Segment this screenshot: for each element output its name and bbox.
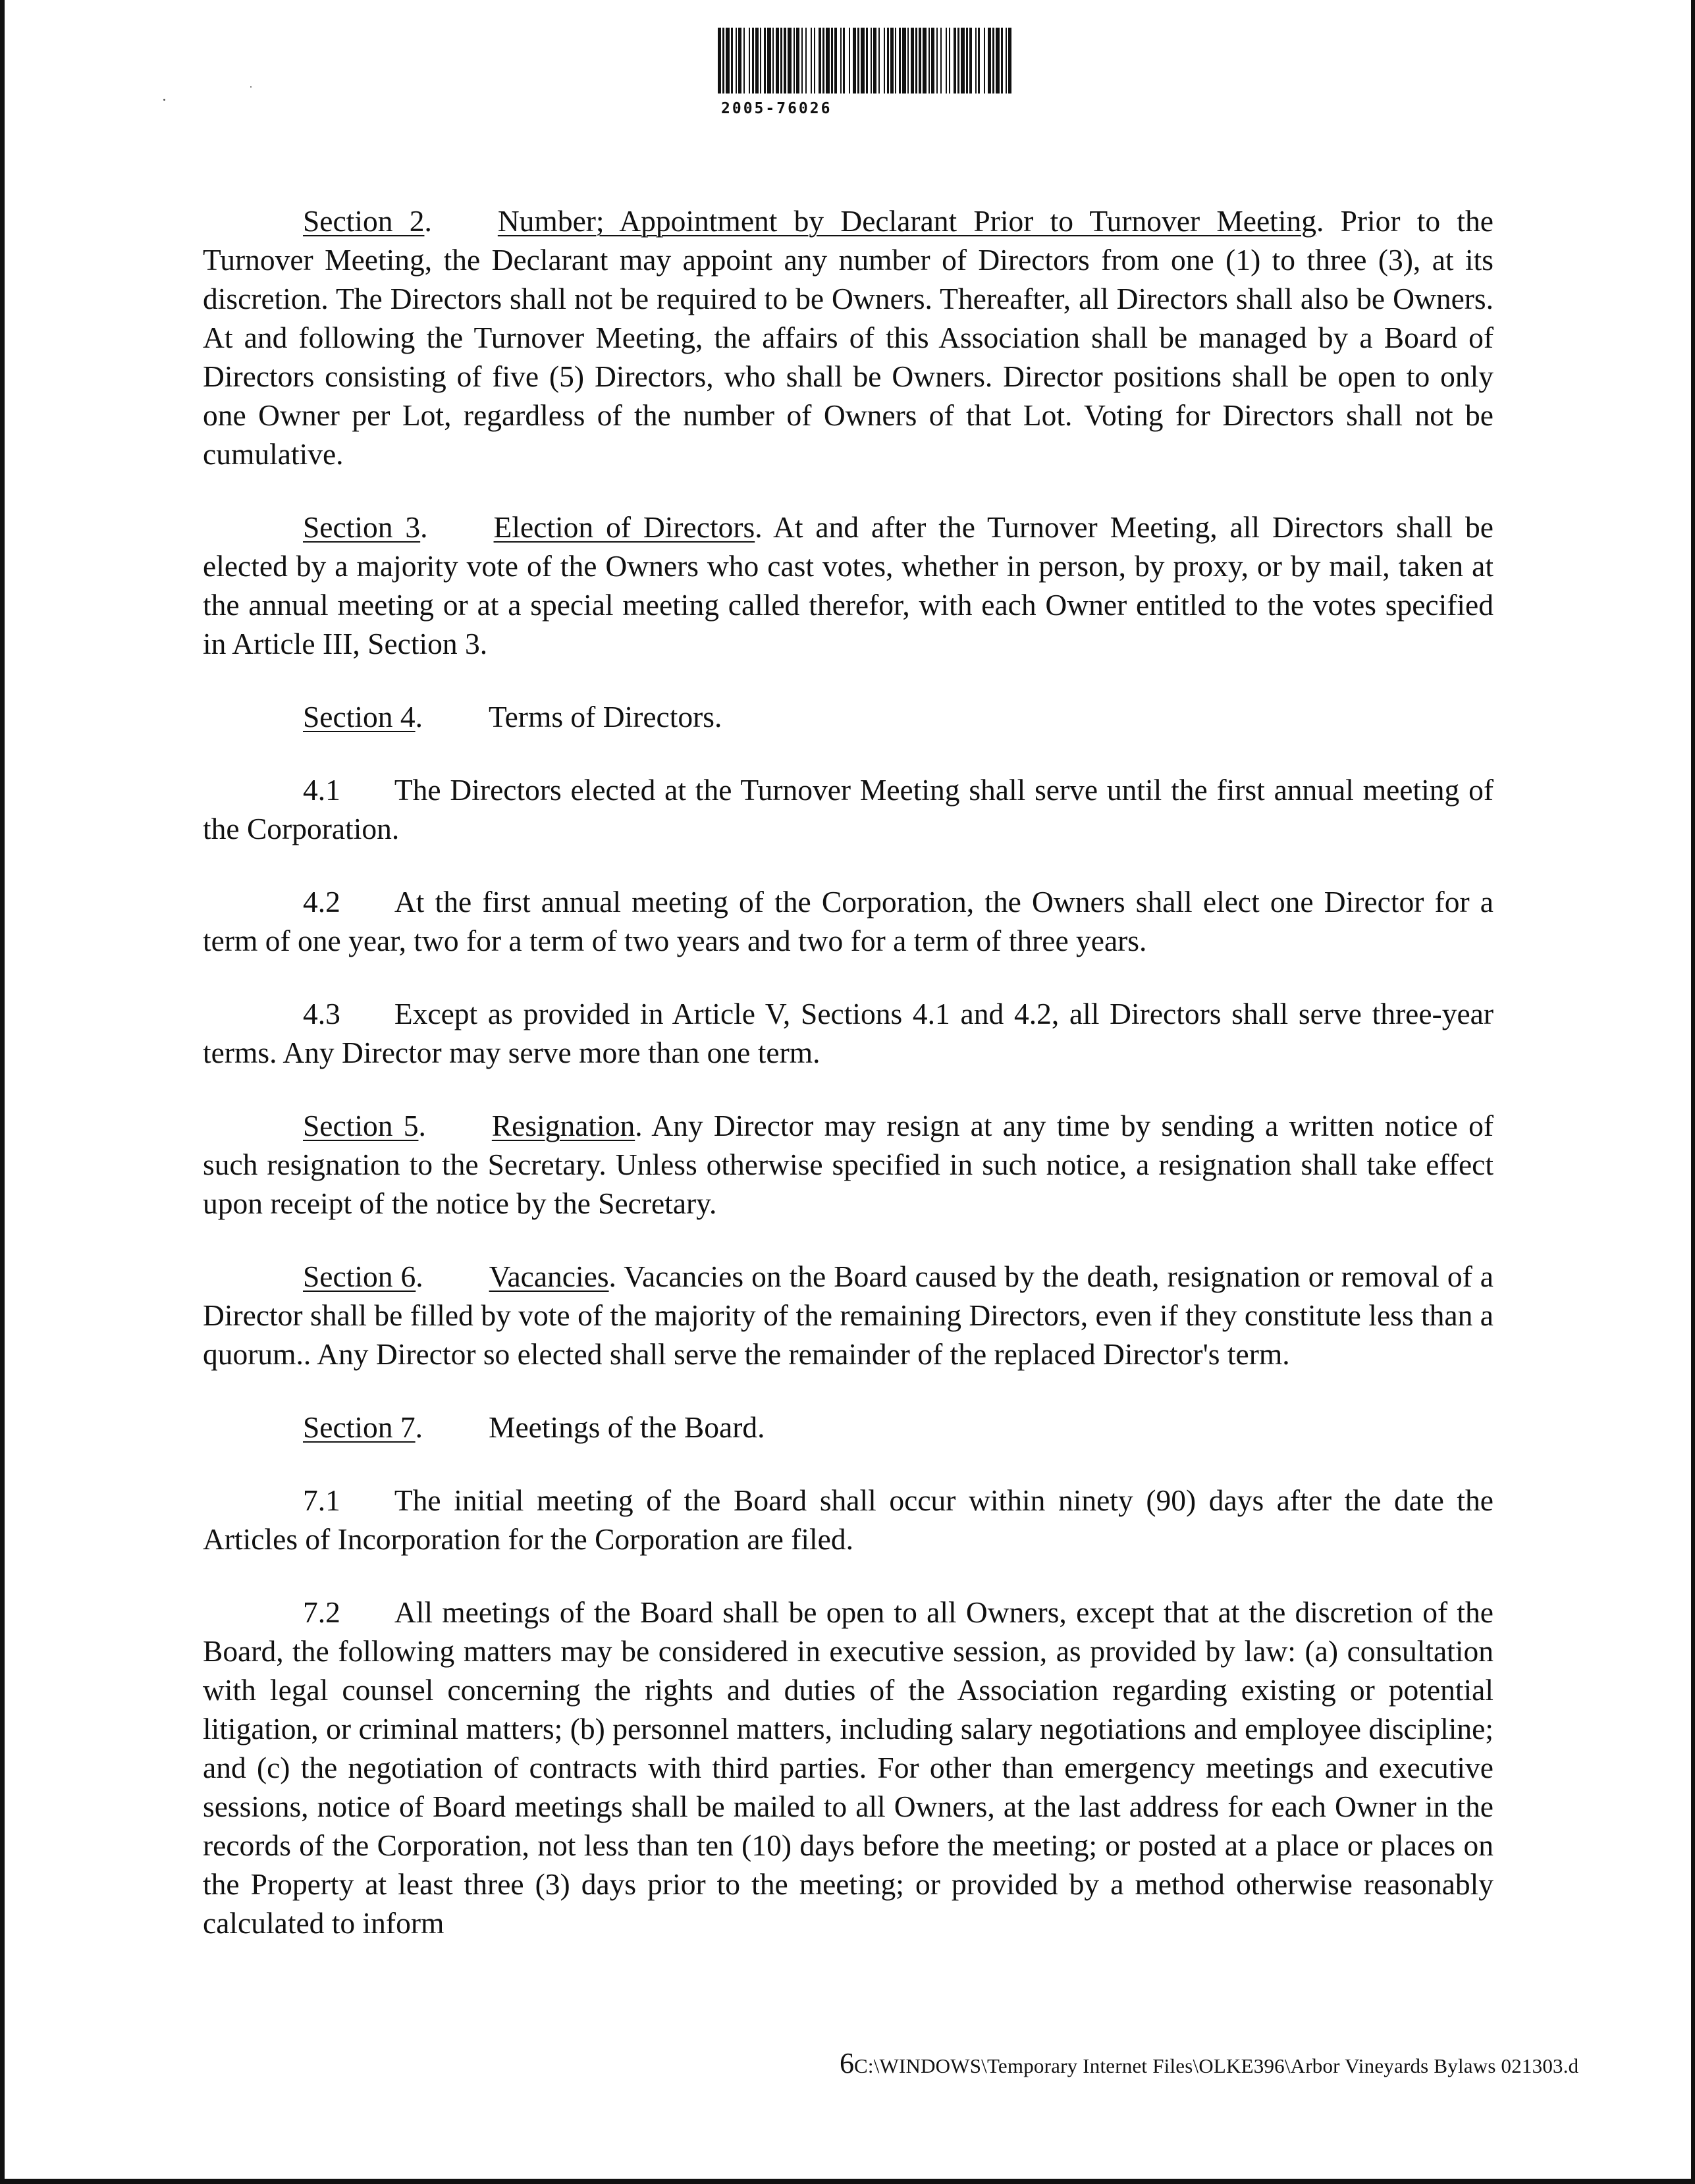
section-text: Any Director may resign at any time by sending a written notice of such resignation to the Secretary. Unless otherwise specified in such notice, a resignation shall take effect upon receipt of the notice by the Secretary. bbox=[203, 1109, 1493, 1220]
barcode-bar bbox=[726, 28, 730, 93]
subsection-4-1 bbox=[203, 770, 1493, 848]
section-7-heading: Section 7. Meetings of the Board. bbox=[303, 1410, 765, 1444]
barcode-bar bbox=[902, 28, 906, 93]
section-5-paragraph: Section 5. Resignation. Any Director may resign at any time by sending a written notice of such resignation to the Secretary. Unless otherwise specified in such notice, a resignation shall take effect upon receipt of the notice by the Secretary. bbox=[203, 1109, 1493, 1220]
section-heading: Meetings of the Board. bbox=[488, 1410, 765, 1444]
section-label: Section 7 bbox=[303, 1410, 416, 1444]
barcode-bar bbox=[890, 28, 894, 93]
barcode-bar bbox=[764, 28, 766, 93]
barcode-bar bbox=[949, 28, 950, 93]
barcode-bar bbox=[731, 28, 733, 93]
barcode-bar bbox=[895, 28, 896, 93]
barcode-bar bbox=[755, 28, 759, 93]
section-3-paragraph: Section 3. Election of Directors. At and after the Turnover Meeting, all Directors shall be elected by a majority vote of the Owners who cast votes, whether in person, by proxy, or by mail, taken at the annual meeting or at a special meeting called therefor, with each Owner entitled to the votes specified in Article III, Section 3. bbox=[203, 510, 1493, 660]
barcode-bar bbox=[776, 28, 779, 93]
barcode-bar bbox=[978, 28, 980, 93]
barcode-bar bbox=[772, 28, 774, 93]
barcode-bar bbox=[996, 28, 1000, 93]
barcode-bar bbox=[796, 28, 799, 93]
barcode-bar bbox=[760, 28, 761, 93]
barcode-bar bbox=[936, 28, 938, 93]
barcode-bar bbox=[940, 28, 942, 93]
section-label: Section 4 bbox=[303, 700, 416, 733]
file-path: C:\WINDOWS\Temporary Internet Files\OLKE396\Arbor Vineyards Bylaws 021303.d bbox=[854, 2054, 1579, 2077]
section-label: Section 6 bbox=[303, 1260, 416, 1293]
subsection-text: All meetings of the Board shall be open to all Owners, except that at the discretion of the Board, the following matters may be considered in executive session, as provided by law: (a) consultation with legal counsel concerning the rights and duties of the Association regarding existing or potential litigation, or criminal matters; (b) personnel matters, including salary negotiations and employee discipline; and (c) the negotiation of contracts with third parties. For other than emergency meetings and executive sessions, notice of Board meetings shall be mailed to all Owners, at the last address for each Owner in the records of the Corporation, not less than ten (10) days before the meeting; or posted at a place or places on the Property at least three (3) days prior to the meeting; or provided by a method otherwise reasonably calculated to inform bbox=[203, 1595, 1493, 1940]
subsection-number: 4.2 bbox=[303, 885, 340, 919]
barcode-bar bbox=[1001, 28, 1003, 93]
barcode-bar bbox=[911, 28, 914, 93]
barcode-bar bbox=[811, 28, 812, 93]
barcode-bar bbox=[919, 28, 921, 93]
subsection-number: 7.2 bbox=[303, 1595, 340, 1629]
barcode-bar bbox=[834, 28, 837, 93]
barcode-bar bbox=[988, 28, 991, 93]
barcode-bar bbox=[899, 28, 901, 93]
section-4-heading: Section 4. Terms of Directors. bbox=[303, 700, 722, 733]
barcode-bar bbox=[767, 28, 771, 93]
section-text: Vacancies on the Board caused by the death, resignation or removal of a Director shall be filled by vote of the majority of the remaining Directors, even if they constitute less than a quorum.. Any Director so elected shall serve the remainder of the replaced Director's term. bbox=[203, 1260, 1493, 1371]
subsection-number: 7.1 bbox=[303, 1483, 340, 1517]
barcode-bar bbox=[861, 28, 865, 93]
barcode-bar bbox=[866, 28, 868, 93]
section-heading: Vacancies bbox=[489, 1260, 609, 1293]
barcode-bar bbox=[887, 28, 889, 93]
barcode-bar bbox=[857, 28, 859, 93]
section-heading: Number; Appointment by Declarant Prior to Turnover Meeting bbox=[497, 204, 1316, 238]
subsection-number: 4.3 bbox=[303, 997, 340, 1030]
section-label: Section 2 bbox=[303, 204, 425, 238]
barcode-bar bbox=[784, 28, 786, 93]
barcode-bar bbox=[736, 28, 737, 93]
subsection-4-2 bbox=[203, 882, 1493, 960]
barcode-bar bbox=[749, 28, 750, 93]
section-heading: Terms of Directors. bbox=[488, 700, 722, 733]
barcode-bar bbox=[975, 28, 977, 93]
barcode-bar bbox=[873, 28, 876, 93]
section-text: Prior to the Turnover Meeting, the Declarant may appoint any number of Directors from one (1) to three (3), at its discretion. The Directors shall not be required to be Owners. Thereafter, all Directors shall also be Owners. At and following the Turnover Meeting, the affairs of this Association shall be managed by a Board of Directors consisting of five (5) Directors, who shall be Owners. Director positions shall be open to only one Owner per Lot, regardless of the number of Owners of that Lot. Voting for Directors shall not be cumulative. bbox=[203, 204, 1493, 471]
section-text: At and after the Turnover Meeting, all Directors shall be elected by a majority vote of the Owners who cast votes, whether in person, by proxy, or by mail, taken at the annual meeting or at a special meeting called therefor, with each Owner entitled to the votes specified in Article III, Section 3. bbox=[203, 510, 1493, 660]
barcode-bar bbox=[957, 28, 959, 93]
barcode-bar bbox=[961, 28, 965, 93]
subsection-text: At the first annual meeting of the Corporation, the Owners shall elect one Director for a term of one year, two for a term of two years and two for a term of three years. bbox=[203, 885, 1493, 957]
barcode-bar bbox=[722, 28, 724, 93]
page-number: 6 bbox=[840, 2047, 854, 2079]
barcode-bar bbox=[822, 28, 824, 93]
barcode-bar bbox=[1006, 28, 1007, 93]
section-label: Section 3 bbox=[303, 510, 421, 544]
barcode-bar bbox=[871, 28, 872, 93]
scan-speck bbox=[163, 99, 165, 101]
barcode-bar bbox=[718, 28, 721, 93]
subsection-4-3 bbox=[203, 994, 1493, 1072]
section-2-paragraph: Section 2. Number; Appointment by Declarant Prior to Turnover Meeting. Prior to the Turnover Meeting, the Declarant may appoint any number of Directors from one (1) to three (3), at its discretion. The Directors shall not be required to be Owners. Thereafter, all Directors shall also be Owners. At and following the Turnover Meeting, the affairs of this Association shall be managed by a Board of Directors consisting of five (5) Directors, who shall be Owners. Director positions shall be open to only one Owner per Lot, regardless of the number of Owners of that Lot. Voting for Directors shall not be cumulative. bbox=[203, 204, 1493, 471]
subsection-text: The Directors elected at the Turnover Meeting shall serve until the first annual meeting of the Corporation. bbox=[203, 773, 1493, 845]
barcode-bar bbox=[966, 28, 968, 93]
barcode-bar bbox=[984, 28, 985, 93]
barcode bbox=[716, 28, 1013, 93]
subsection-text: Except as provided in Article V, Sections 4.1 and 4.2, all Directors shall serve three-year terms. Any Director may serve more than one term. bbox=[203, 997, 1493, 1069]
barcode-bar bbox=[801, 28, 803, 93]
barcode-bar bbox=[826, 28, 830, 93]
document-body bbox=[203, 201, 1493, 1977]
barcode-bar bbox=[794, 28, 795, 93]
barcode-bar bbox=[840, 28, 842, 93]
barcode-bar bbox=[843, 28, 845, 93]
section-heading: Resignation bbox=[491, 1109, 635, 1142]
section-heading: Election of Directors bbox=[493, 510, 755, 544]
barcode-bar bbox=[878, 28, 880, 93]
barcode-bar bbox=[915, 28, 917, 93]
barcode-bar bbox=[907, 28, 909, 93]
barcode-bar bbox=[1008, 28, 1011, 93]
barcode-bar bbox=[969, 28, 972, 93]
barcode-bar bbox=[743, 28, 745, 93]
subsection-7-1 bbox=[203, 1481, 1493, 1558]
section-6-paragraph: Section 6. Vacancies. Vacancies on the Board caused by the death, resignation or removal of a Director shall be filled by vote of the majority of the remaining Directors, even if they constitute less than a quorum.. Any Director so elected shall serve the remainder of the replaced Director's term. bbox=[203, 1260, 1493, 1371]
subsection-7-2 bbox=[203, 1593, 1493, 1942]
barcode-bar bbox=[954, 28, 956, 93]
barcode-number: 2005-76026 bbox=[721, 100, 832, 117]
barcode-bar bbox=[752, 28, 754, 93]
barcode-bar bbox=[788, 28, 792, 93]
barcode-bar bbox=[831, 28, 833, 93]
scan-speck bbox=[250, 86, 252, 88]
barcode-bar bbox=[928, 28, 930, 93]
barcode-bar bbox=[849, 28, 850, 93]
barcode-bar bbox=[992, 28, 994, 93]
barcode-bar bbox=[819, 28, 821, 93]
barcode-bar bbox=[923, 28, 927, 93]
subsection-number: 4.1 bbox=[303, 773, 340, 807]
subsection-text: The initial meeting of the Board shall occur within ninety (90) days after the date the Articles of Incorporation for the Corporation are filed. bbox=[203, 1483, 1493, 1556]
page-footer bbox=[840, 2046, 1578, 2080]
barcode-bar bbox=[805, 28, 807, 93]
barcode-bar bbox=[814, 28, 815, 93]
section-label: Section 5 bbox=[303, 1109, 419, 1142]
barcode-bar bbox=[931, 28, 934, 93]
barcode-bar bbox=[853, 28, 856, 93]
barcode-bar bbox=[780, 28, 782, 93]
barcode-bar bbox=[946, 28, 947, 93]
barcode-bar bbox=[884, 28, 885, 93]
barcode-bar bbox=[738, 28, 741, 93]
